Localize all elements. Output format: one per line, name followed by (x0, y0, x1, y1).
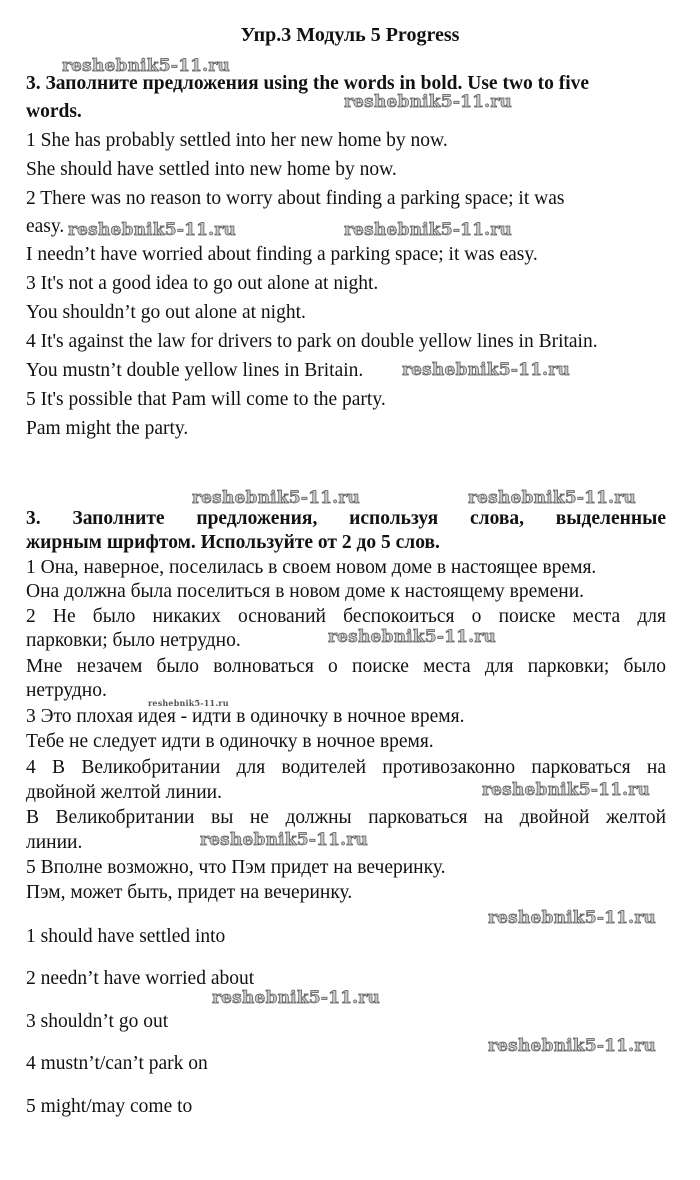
page-title: Упр.3 Модуль 5 Progress (240, 24, 460, 46)
english-line: easy. (26, 216, 65, 237)
russian-line: линии. (26, 832, 83, 853)
watermark: reshebnik5-11.ru (488, 908, 656, 928)
russian-line: 3 Это плохая идея - идти в одиночку в ночное время. (26, 706, 465, 727)
watermark: reshebnik5-11.ru (468, 488, 636, 508)
answer-line: 5 might/may come to (26, 1096, 193, 1117)
watermark: reshebnik5-11.ru (62, 56, 230, 76)
english-line: 1 She has probably settled into her new home by now. (26, 130, 448, 151)
answer-line: 4 mustn’t/can’t park on (26, 1053, 208, 1074)
answer-line: 2 needn’t have worried about (26, 968, 255, 989)
russian-line: Она должна была поселиться в новом доме к настоящему времени. (26, 581, 585, 602)
watermark: reshebnik5-11.ru (344, 220, 512, 240)
english-line: She should have settled into new home by now. (26, 159, 397, 180)
english-line: 4 It's against the law for drivers to park on double yellow lines in Britain. (26, 331, 598, 352)
watermark: reshebnik5-11.ru (402, 360, 570, 380)
russian-line: 4 В Великобритании для водителей противозаконно парковаться на (26, 757, 666, 778)
english-line: 2 There was no reason to worry about finding a parking space; it was (26, 188, 565, 209)
english-line: 3 It's not a good idea to go out alone at night. (26, 273, 379, 294)
russian-line: двойной желтой линии. (26, 782, 222, 803)
watermark: reshebnik5-11.ru (148, 698, 229, 708)
english-line: You shouldn’t go out alone at night. (26, 302, 306, 323)
russian-line: 2 Не было никаких оснований беспокоиться о поиске места для (26, 606, 666, 627)
watermark: reshebnik5-11.ru (192, 488, 360, 508)
watermark: reshebnik5-11.ru (328, 627, 496, 647)
watermark: reshebnik5-11.ru (344, 92, 512, 112)
english-heading-line1: 3. Заполните предложения using the words in bold. Use two to five (26, 73, 590, 94)
english-line: I needn’t have worried about finding a parking space; it was easy. (26, 244, 538, 265)
russian-line: В Великобритании вы не должны парковаться на двойной желтой (26, 807, 666, 828)
russian-heading-line2: жирным шрифтом. Используйте от 2 до 5 слов. (26, 532, 440, 553)
russian-line: 1 Она, наверное, поселилась в своем новом доме в настоящее время. (26, 557, 597, 578)
russian-line: Мне незачем было волноваться о поиске места для парковки; было (26, 656, 666, 677)
russian-line: 5 Вполне возможно, что Пэм придет на вечеринку. (26, 857, 446, 878)
english-line: You mustn’t double yellow lines in Britain. (26, 360, 364, 381)
english-line: 5 It's possible that Pam will come to the party. (26, 389, 386, 410)
russian-heading-line1: 3. Заполните предложения, используя слова, выделенные (26, 508, 666, 529)
answer-line: 3 shouldn’t go out (26, 1011, 169, 1032)
russian-line: Пэм, может быть, придет на вечеринку. (26, 882, 353, 903)
watermark: reshebnik5-11.ru (488, 1036, 656, 1056)
answer-line: 1 should have settled into (26, 926, 226, 947)
watermark: reshebnik5-11.ru (200, 830, 368, 850)
watermark: reshebnik5-11.ru (482, 780, 650, 800)
english-line: Pam might the party. (26, 418, 189, 439)
russian-line: нетрудно. (26, 680, 107, 701)
russian-line: парковки; было нетрудно. (26, 630, 241, 651)
watermark: reshebnik5-11.ru (68, 220, 236, 240)
english-heading-line2: words. (26, 101, 82, 122)
watermark: reshebnik5-11.ru (212, 988, 380, 1008)
russian-line: Тебе не следует идти в одиночку в ночное время. (26, 731, 434, 752)
